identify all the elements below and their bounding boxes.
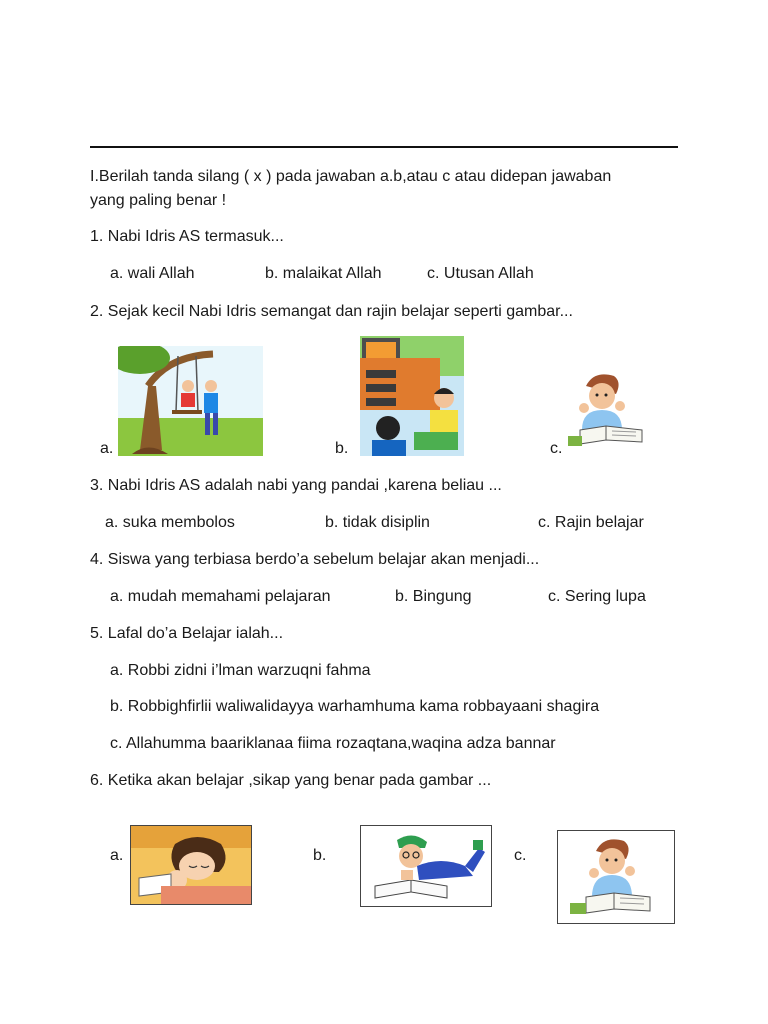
q1-option-b[interactable]: b. malaikat Allah <box>265 265 382 282</box>
question-1: 1. Nabi Idris AS termasuk... <box>90 228 284 245</box>
sleeping-girl-picture <box>130 825 252 905</box>
q5-option-b[interactable]: b. Robbighfirlii waliwalidayya warhamhuma kama robbayaani shagira <box>110 698 600 715</box>
q6-option-b[interactable]: b. <box>313 847 327 864</box>
q4-option-b[interactable]: b. Bingung <box>395 588 472 605</box>
q3-option-a[interactable]: a. suka membolos <box>105 514 235 531</box>
question-4: 4. Siswa yang terbiasa berdo’a sebelum belajar akan menjadi... <box>90 551 540 568</box>
q2-option-b[interactable]: b. <box>335 440 349 457</box>
q3-option-b[interactable]: b. tidak disiplin <box>325 514 430 531</box>
instruction-line-1: I.Berilah tanda silang ( x ) pada jawaban a.b,atau c atau didepan jawaban <box>90 168 612 185</box>
q4-option-a[interactable]: a. mudah memahami pelajaran <box>110 588 331 605</box>
question-6: 6. Ketika akan belajar ,sikap yang benar pada gambar ... <box>90 772 492 789</box>
instruction-line-2: yang paling benar ! <box>90 192 227 209</box>
q2-option-c[interactable]: c. <box>550 440 563 457</box>
studying-boy-framed-picture <box>557 830 675 924</box>
lying-reading-boy-picture <box>360 825 492 907</box>
q5-option-a[interactable]: a. Robbi zidni i’lman warzuqni fahma <box>110 662 371 679</box>
q6-option-c[interactable]: c. <box>514 847 527 864</box>
q5-option-c[interactable]: c. Allahumma baariklanaa fiima rozaqtana,waqina adza bannar <box>110 735 556 752</box>
question-3: 3. Nabi Idris AS adalah nabi yang pandai ,karena beliau ... <box>90 477 502 494</box>
q4-option-c[interactable]: c. Sering lupa <box>548 588 646 605</box>
q3-option-c[interactable]: c. Rajin belajar <box>538 514 644 531</box>
question-2: 2. Sejak kecil Nabi Idris semangat dan rajin belajar seperti gambar... <box>90 303 573 320</box>
q2-option-a[interactable]: a. <box>100 440 114 457</box>
swing-picture <box>118 346 263 456</box>
studying-boy-picture <box>566 368 646 452</box>
watching-tv-picture <box>360 336 464 456</box>
q6-option-a[interactable]: a. <box>110 847 124 864</box>
question-5: 5. Lafal do’a Belajar ialah... <box>90 625 284 642</box>
header-divider-line <box>90 146 678 148</box>
q1-option-a[interactable]: a. wali Allah <box>110 265 195 282</box>
q1-option-c[interactable]: c. Utusan Allah <box>427 265 534 282</box>
